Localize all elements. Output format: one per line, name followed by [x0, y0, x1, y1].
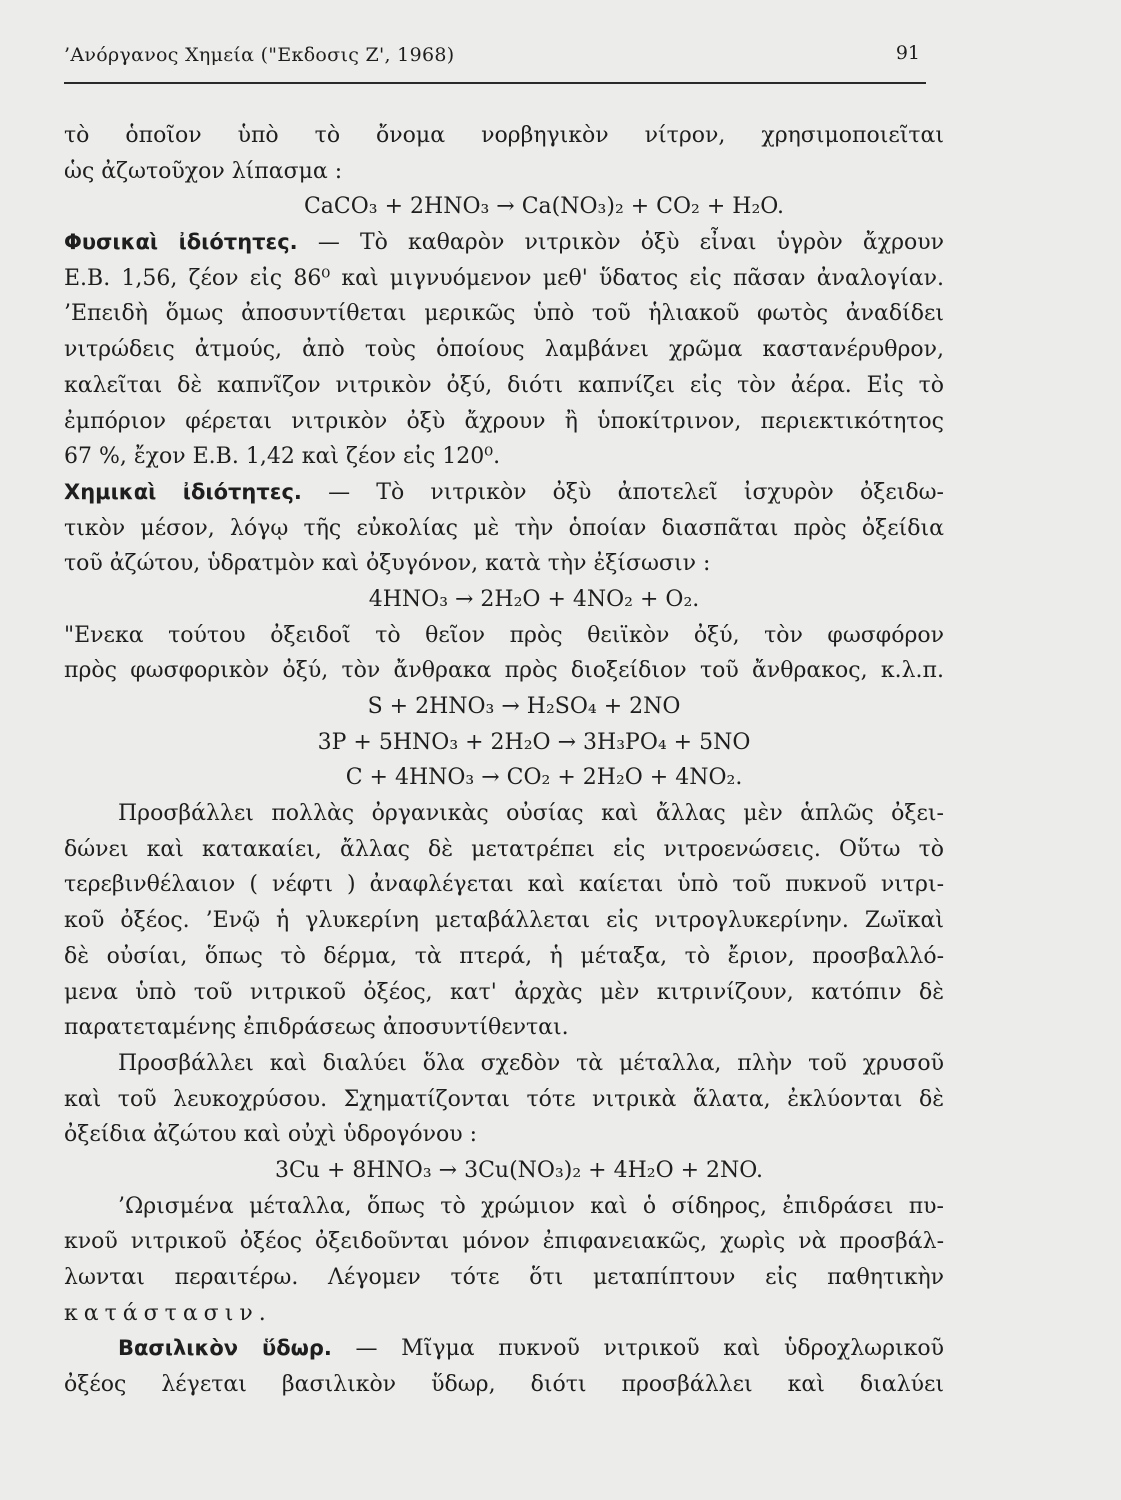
running-header: [64, 38, 926, 84]
header-title: ’Ανόργανος Χημεία ("Εκδοσις Ζ', 1968): [64, 44, 455, 66]
text-line: Προσβάλλει πολλὰς ὀργανικὰς οὐσίας καὶ ἄλλας μὲν ἁπλῶς ὀξει-: [118, 801, 944, 827]
text-line: δὲ οὐσίαι, ὅπως τὸ δέρμα, τὰ πτερά, ἡ μέταξα, τὸ ἔριον, προσβαλλό-: [64, 943, 944, 969]
text-line: [64, 475, 944, 511]
chemical-equation: S + 2HNO₃ → H₂SO₄ + 2NO: [367, 694, 681, 719]
text-line: ’Ωρισμένα μέταλλα, ὅπως τὸ χρώμιον καὶ ὁ σίδηρος, ἐπιδράσει πυ-: [118, 1193, 944, 1219]
text-line: πρὸς φωσφορικὸν ὀξύ, τὸν ἄνθρακα πρὸς διοξείδιον τοῦ ἄνθρακος, κ.λ.π.: [64, 658, 944, 684]
chemical-equation: C + 4HNO₃ → CO₂ + 2H₂O + 4NO₂.: [345, 765, 743, 791]
text-line: τὸ ὁποῖον ὑπὸ τὸ ὄνομα νορβηγικὸν νίτρον, χρησιμοποιεῖται: [64, 123, 944, 148]
chemical-equation: CaCO₃ + 2HNO₃ → Ca(NO₃)₂ + CO₂ + H₂O.: [303, 194, 785, 220]
section-heading: Χημικαὶ ἰδιότητες.: [64, 479, 302, 504]
text-line: ὀξέος λέγεται βασιλικὸν ὕδωρ, διότι προσβάλλει καὶ διαλύει: [64, 1372, 944, 1398]
text-line: τερεβινθέλαιον ( νέφτι ) ἀναφλέγεται καὶ καίεται ὑπὸ τοῦ πυκνοῦ νιτρι-: [64, 872, 944, 898]
text-line: μενα ὑπὸ τοῦ νιτρικοῦ ὀξέος, κατ' ἀρχὰς μὲν κιτρινίζουν, κατόπιν δὲ: [64, 979, 944, 1005]
text-line: Προσβάλλει καὶ διαλύει ὅλα σχεδὸν τὰ μέταλλα, πλὴν τοῦ χρυσοῦ: [118, 1050, 944, 1076]
text-line: νιτρώδεις ἀτμούς, ἀπὸ τοὺς ὁποίους λαμβάνει χρῶμα καστανέρυθρον,: [64, 337, 944, 363]
text-line: δώνει καὶ κατακαίει, ἄλλας δὲ μετατρέπει εἰς νιτροενώσεις. Οὕτω τὸ: [64, 836, 944, 862]
text-line: Ε.Β. 1,56, ζέον εἰς 86⁰ καὶ μιγνυόμενον μεθ' ὕδατος εἰς πᾶσαν ἀναλογίαν.: [64, 265, 944, 291]
page-number: 91: [895, 42, 920, 64]
chemical-equation: 3Cu + 8HNO₃ → 3Cu(NO₃)₂ + 4H₂O + 2NO.: [274, 1157, 764, 1183]
text-line: λωνται περαιτέρω. Λέγομεν τότε ὅτι μεταπίπτουν εἰς παθητικὴν: [64, 1265, 944, 1290]
text-span: — Τὸ καθαρὸν νιτρικὸν ὀξὺ εἶναι ὑγρὸν ἄχρουν: [297, 230, 945, 256]
text-line: κατάστασιν.: [64, 1300, 272, 1326]
text-line: ὀξείδια ἀζώτου καὶ οὐχὶ ὑδρογόνου :: [64, 1122, 477, 1148]
chemical-equation: 4HNO₃ → 2H₂O + 4NO₂ + O₂.: [368, 586, 700, 612]
text-line: τικὸν μέσον, λόγῳ τῆς εὐκολίας μὲ τὴν ὁποίαν διασπᾶται πρὸς ὀξείδια: [64, 515, 944, 541]
text-span: — Τὸ νιτρικὸν ὀξὺ ἀποτελεῖ ἰσχυρὸν ὀξειδω-: [301, 479, 944, 505]
text-line: [64, 225, 944, 261]
text-span: — Μῖγμα πυκνοῦ νιτρικοῦ καὶ ὑδροχλωρικοῦ: [331, 1336, 945, 1362]
text-line: παρατεταμένης ἐπιδράσεως ἀποσυντίθενται.: [64, 1015, 569, 1041]
chemical-equation: 3P + 5HNO₃ + 2H₂O → 3H₃PO₄ + 5NO: [317, 729, 751, 755]
section-heading: Βασιλικὸν ὕδωρ.: [118, 1336, 332, 1361]
text-line: καὶ τοῦ λευκοχρύσου. Σχηματίζονται τότε νιτρικὰ ἅλατα, ἐκλύονται δὲ: [64, 1086, 944, 1112]
text-line: [64, 1331, 944, 1367]
text-line: ἐμπόριον φέρεται νιτρικὸν ὀξὺ ἄχρουν ἢ ὑποκίτρινον, περιεκτικότητος: [64, 408, 944, 434]
text-line: τοῦ ἀζώτου, ὑδρατμὸν καὶ ὀξυγόνον, κατὰ τὴν ἐξίσωσιν :: [64, 551, 711, 577]
section-heading: Φυσικαὶ ἰδιότητες.: [64, 230, 298, 255]
text-line: "Ενεκα τούτου ὀξειδοῖ τὸ θεῖον πρὸς θειϊκὸν ὀξύ, τὸν φωσφόρον: [64, 622, 944, 648]
text-line: κοῦ ὀξέος. ’Ενῷ ἡ γλυκερίνη μεταβάλλεται εἰς νιτρογλυκερίνην. Ζωϊκαὶ: [64, 908, 944, 934]
text-line: καλεῖται δὲ καπνῖζον νιτρικὸν ὀξύ, διότι καπνίζει εἰς τὸν ἀέρα. Εἰς τὸ: [64, 372, 944, 398]
text-line: ’Επειδὴ ὅμως ἀποσυντίθεται μερικῶς ὑπὸ τοῦ ἡλιακοῦ φωτὸς ἀναδίδει: [64, 301, 944, 327]
text-line: 67 %, ἔχον Ε.Β. 1,42 καὶ ζέον εἰς 120⁰.: [64, 444, 501, 470]
text-line: κνοῦ νιτρικοῦ ὀξέος ὀξειδοῦνται μόνον ἐπιφανειακῶς, χωρὶς νὰ προσβάλ-: [64, 1229, 944, 1255]
page-body: [64, 118, 944, 1403]
text-line: ὡς ἀζωτοῦχον λίπασμα :: [64, 158, 343, 184]
